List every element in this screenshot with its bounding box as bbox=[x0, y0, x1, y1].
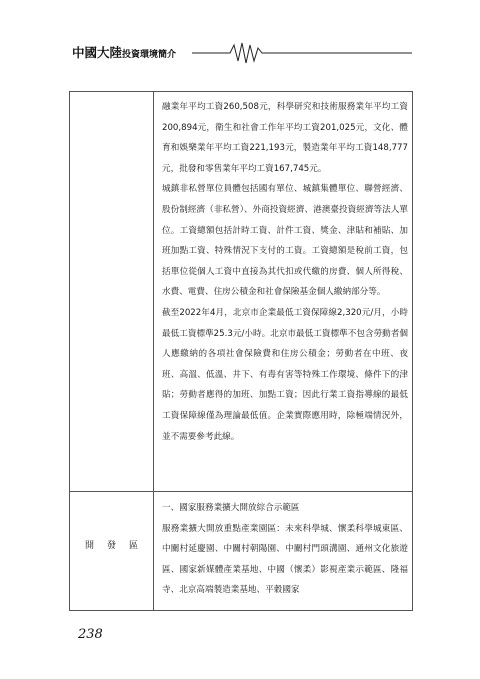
paragraph-zone-heading: 一、國家服務業擴大開放綜合示範區 bbox=[162, 503, 300, 513]
paragraph-wage-definition: 城鎮非私營單位員體包括國有單位、城鎮集體單位、聯營經濟、股份制經濟（非私營）、外商投資經濟、港澳臺投資經濟等法人單位。工資總額包括計時工資、計件工資、獎金、津貼和補貼、加班加點工資、特殊情況下支付的工資。工資總額是稅前工資，包括單位從個人工資中直接為其代扣或代繳的房費、個人所得稅、水費、電費、住房公積金和社會保險基金個人繳納部分等。 bbox=[162, 184, 408, 298]
paragraph-zone-parks: 服務業擴大開放重點產業園區：未來科學城、懷柔科學城東區、中關村延慶園、中關村朝陽園、中關村門頭溝園、通州文化旅遊區、國家新媒體產業基地、中國（懷柔）影視產業示範區、隆福寺、北京高端製造業基地、平穀國家 bbox=[162, 523, 408, 596]
column-divider bbox=[153, 92, 154, 610]
paragraph-industry-wages: 融業年平均工資260,508元，科學研究和技術服務業年平均工資200,894元，衛生和社會工作年平均工資201,025元，文化、體育和娛樂業年平均工資221,193元，製造業年平均工資148,777元，批發和零售業年平均工資167,745元。 bbox=[162, 102, 408, 174]
paragraph-minimum-wage: 截至2022年4月，北京市企業最低工資保障線2,320元/月，小時最低工資標準25.3元/小時。北京市最低工資標準不包含勞動者個人應繳納的各項社會保險費和住房公積金；勞動者在中班、夜班、高溫、低溫、井下、有毒有害等特殊工作環境、條件下的津貼；勞動者應得的加班、加點工資；因此行業工資指導線的最低工資保障線僅為理論最低值。企業實際應用時，除極端情況外，並不需要參考此線。 bbox=[162, 307, 408, 442]
wage-content-cell bbox=[162, 97, 408, 447]
page-number: 238 bbox=[78, 627, 103, 642]
row-label-development-zone: 開發區 bbox=[84, 541, 151, 551]
row-divider bbox=[70, 491, 412, 492]
development-zone-content-cell bbox=[162, 498, 408, 601]
header-title bbox=[72, 42, 176, 61]
info-table bbox=[69, 91, 413, 611]
header-title-main: 中國大陸 bbox=[72, 45, 123, 60]
header-title-sub: 投資環境簡介 bbox=[122, 50, 177, 60]
running-header bbox=[72, 40, 412, 66]
